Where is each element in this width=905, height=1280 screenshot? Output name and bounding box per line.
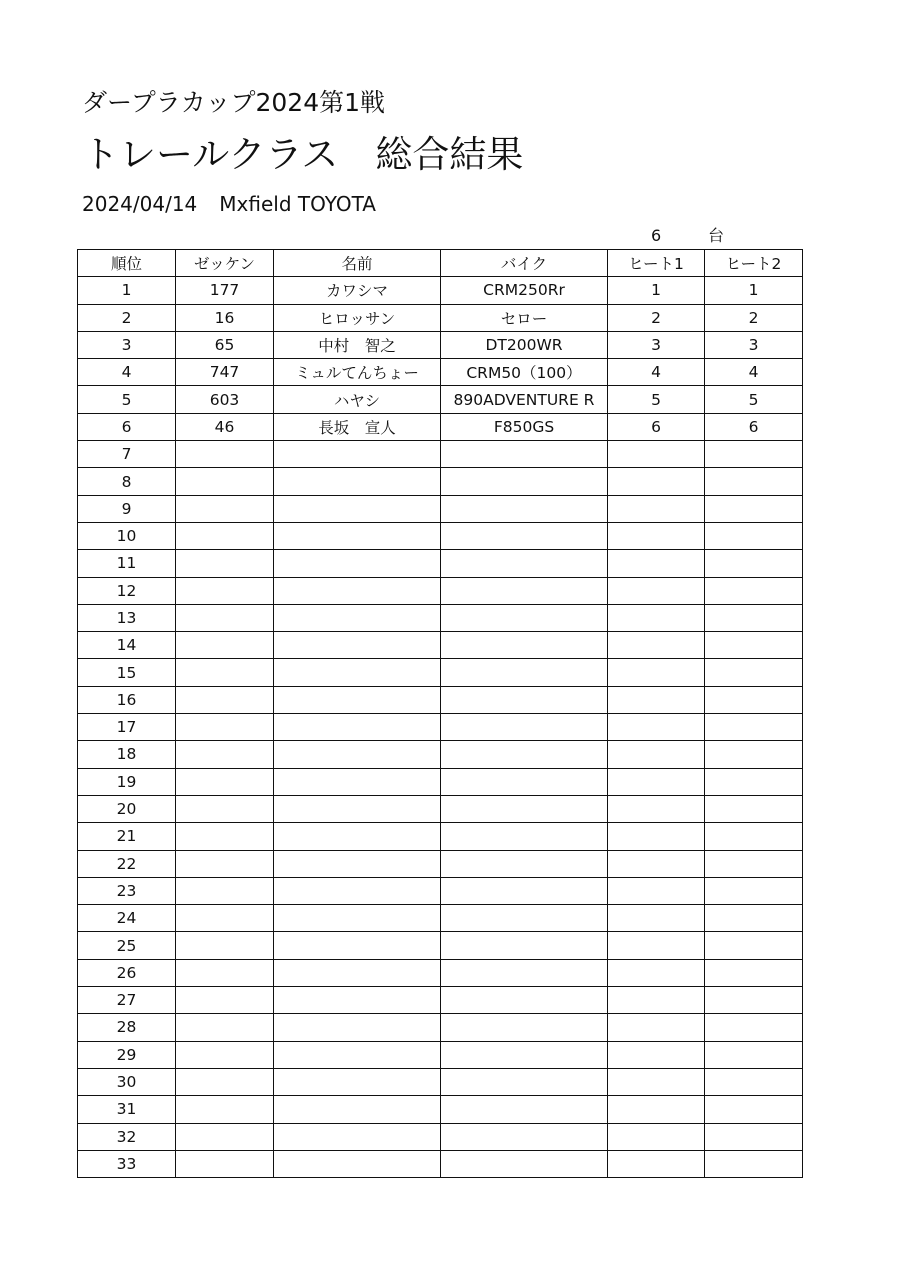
column-header-rank: 順位	[78, 250, 176, 277]
heat1-cell	[608, 1014, 705, 1041]
name-cell	[274, 1123, 441, 1150]
heat2-cell	[705, 1150, 803, 1177]
bike-cell	[441, 959, 608, 986]
number-cell	[176, 1150, 274, 1177]
table-row	[78, 331, 803, 358]
name-cell	[274, 1041, 441, 1068]
bike-cell: 890ADVENTURE R	[441, 386, 608, 413]
table-row	[78, 795, 803, 822]
table-row	[78, 359, 803, 386]
table-row	[78, 522, 803, 549]
table-row	[78, 386, 803, 413]
bike-cell	[441, 577, 608, 604]
number-cell	[176, 823, 274, 850]
heat2-cell	[705, 1041, 803, 1068]
rank-cell: 14	[78, 632, 176, 659]
rank-cell: 1	[78, 277, 176, 304]
heat1-cell	[608, 441, 705, 468]
rank-cell: 31	[78, 1096, 176, 1123]
heat2-cell	[705, 959, 803, 986]
heat1-cell	[608, 522, 705, 549]
bike-cell	[441, 1123, 608, 1150]
name-cell	[274, 577, 441, 604]
name-cell	[274, 632, 441, 659]
name-cell	[274, 768, 441, 795]
name-cell	[274, 932, 441, 959]
heat1-cell	[608, 987, 705, 1014]
heat2-cell	[705, 686, 803, 713]
rank-cell: 17	[78, 714, 176, 741]
heat1-cell	[608, 823, 705, 850]
rank-cell: 2	[78, 304, 176, 331]
number-cell	[176, 877, 274, 904]
heat2-cell: 5	[705, 386, 803, 413]
table-row	[78, 1068, 803, 1095]
column-header-number: ゼッケン	[176, 250, 274, 277]
rank-cell: 21	[78, 823, 176, 850]
bike-cell: CRM50（100）	[441, 359, 608, 386]
heat1-cell	[608, 659, 705, 686]
bike-cell	[441, 877, 608, 904]
heat2-cell: 6	[705, 413, 803, 440]
rank-cell: 9	[78, 495, 176, 522]
heat2-cell	[705, 1096, 803, 1123]
number-cell	[176, 577, 274, 604]
heat2-cell	[705, 1068, 803, 1095]
bike-cell	[441, 850, 608, 877]
heat2-cell: 4	[705, 359, 803, 386]
bike-cell	[441, 632, 608, 659]
heat1-cell	[608, 932, 705, 959]
number-cell	[176, 468, 274, 495]
name-cell	[274, 1014, 441, 1041]
heat2-cell	[705, 823, 803, 850]
table-row	[78, 277, 803, 304]
name-cell: 中村 智之	[274, 331, 441, 358]
name-cell: カワシマ	[274, 277, 441, 304]
heat1-cell	[608, 905, 705, 932]
bike-cell	[441, 441, 608, 468]
bike-cell	[441, 987, 608, 1014]
rank-cell: 20	[78, 795, 176, 822]
table-row	[78, 823, 803, 850]
number-cell	[176, 850, 274, 877]
table-row	[78, 932, 803, 959]
rank-cell: 13	[78, 604, 176, 631]
heat1-cell	[608, 768, 705, 795]
bike-cell	[441, 604, 608, 631]
heat1-cell	[608, 1096, 705, 1123]
heat1-cell: 5	[608, 386, 705, 413]
heat2-cell	[705, 932, 803, 959]
number-cell	[176, 632, 274, 659]
heat1-cell	[608, 468, 705, 495]
name-cell: 長坂 宣人	[274, 413, 441, 440]
bike-cell	[441, 932, 608, 959]
number-cell	[176, 905, 274, 932]
bike-cell	[441, 1150, 608, 1177]
number-cell	[176, 1068, 274, 1095]
bike-cell	[441, 714, 608, 741]
name-cell	[274, 795, 441, 822]
bike-cell	[441, 823, 608, 850]
number-cell	[176, 686, 274, 713]
name-cell	[274, 604, 441, 631]
rank-cell: 7	[78, 441, 176, 468]
number-cell	[176, 495, 274, 522]
heat1-cell	[608, 1150, 705, 1177]
rank-cell: 23	[78, 877, 176, 904]
table-row	[78, 850, 803, 877]
heat1-cell: 2	[608, 304, 705, 331]
table-row	[78, 768, 803, 795]
number-cell	[176, 1123, 274, 1150]
table-row	[78, 495, 803, 522]
heat1-cell	[608, 604, 705, 631]
name-cell	[274, 905, 441, 932]
heat2-cell	[705, 987, 803, 1014]
column-header-name: 名前	[274, 250, 441, 277]
event-info-line	[82, 190, 376, 218]
name-cell	[274, 686, 441, 713]
results-title: トレールクラス 総合結果	[82, 133, 524, 176]
heat1-cell	[608, 1123, 705, 1150]
name-cell	[274, 850, 441, 877]
table-row	[78, 1096, 803, 1123]
heat1-cell: 4	[608, 359, 705, 386]
heat1-cell: 1	[608, 277, 705, 304]
heat2-cell: 3	[705, 331, 803, 358]
number-cell	[176, 441, 274, 468]
bike-cell: DT200WR	[441, 331, 608, 358]
heat1-cell	[608, 1068, 705, 1095]
name-cell: ミュルてんちょー	[274, 359, 441, 386]
bike-cell	[441, 659, 608, 686]
heat2-cell	[705, 768, 803, 795]
rank-cell: 16	[78, 686, 176, 713]
bike-cell	[441, 1041, 608, 1068]
name-cell	[274, 522, 441, 549]
results-table	[77, 249, 803, 1178]
number-cell	[176, 1096, 274, 1123]
heat1-cell	[608, 686, 705, 713]
rank-cell: 11	[78, 550, 176, 577]
number-cell	[176, 714, 274, 741]
heat2-cell: 1	[705, 277, 803, 304]
rank-cell: 32	[78, 1123, 176, 1150]
entry-count-unit: 台	[708, 226, 725, 245]
table-row	[78, 441, 803, 468]
heat2-cell	[705, 877, 803, 904]
number-cell	[176, 768, 274, 795]
bike-cell	[441, 1096, 608, 1123]
table-row	[78, 1123, 803, 1150]
name-cell	[274, 550, 441, 577]
heat1-cell	[608, 550, 705, 577]
number-cell	[176, 795, 274, 822]
entry-count: 6	[651, 226, 662, 245]
heat1-cell: 6	[608, 413, 705, 440]
table-row	[78, 905, 803, 932]
name-cell	[274, 959, 441, 986]
heat1-cell	[608, 632, 705, 659]
heat2-cell	[705, 468, 803, 495]
rank-cell: 8	[78, 468, 176, 495]
table-row	[78, 604, 803, 631]
table-row	[78, 659, 803, 686]
number-cell	[176, 932, 274, 959]
table-row	[78, 741, 803, 768]
table-row	[78, 632, 803, 659]
table-row	[78, 959, 803, 986]
bike-cell	[441, 550, 608, 577]
number-cell	[176, 987, 274, 1014]
rank-cell: 6	[78, 413, 176, 440]
number-cell: 16	[176, 304, 274, 331]
name-cell	[274, 987, 441, 1014]
heat1-cell: 3	[608, 331, 705, 358]
heat2-cell	[705, 495, 803, 522]
rank-cell: 30	[78, 1068, 176, 1095]
rank-cell: 12	[78, 577, 176, 604]
heat2-cell	[705, 604, 803, 631]
heat2-cell	[705, 632, 803, 659]
bike-cell	[441, 741, 608, 768]
name-cell	[274, 741, 441, 768]
rank-cell: 22	[78, 850, 176, 877]
heat2-cell	[705, 795, 803, 822]
number-cell: 603	[176, 386, 274, 413]
heat2-cell	[705, 714, 803, 741]
heat1-cell	[608, 795, 705, 822]
rank-cell: 29	[78, 1041, 176, 1068]
heat1-cell	[608, 714, 705, 741]
name-cell	[274, 1068, 441, 1095]
table-row	[78, 714, 803, 741]
name-cell: ハヤシ	[274, 386, 441, 413]
heat2-cell: 2	[705, 304, 803, 331]
event-name: ダープラカップ2024第1戦	[82, 88, 386, 117]
heat1-cell	[608, 577, 705, 604]
rank-cell: 18	[78, 741, 176, 768]
table-row	[78, 987, 803, 1014]
event-date: 2024/04/14	[82, 192, 198, 216]
table-row	[78, 1041, 803, 1068]
bike-cell	[441, 768, 608, 795]
rank-cell: 25	[78, 932, 176, 959]
number-cell: 65	[176, 331, 274, 358]
rank-cell: 27	[78, 987, 176, 1014]
bike-cell	[441, 1014, 608, 1041]
heat1-cell	[608, 1041, 705, 1068]
table-row	[78, 577, 803, 604]
heat2-cell	[705, 905, 803, 932]
bike-cell	[441, 1068, 608, 1095]
table-row	[78, 1014, 803, 1041]
table-row	[78, 877, 803, 904]
rank-cell: 5	[78, 386, 176, 413]
rank-cell: 19	[78, 768, 176, 795]
heat1-cell	[608, 850, 705, 877]
table-row	[78, 304, 803, 331]
name-cell: ヒロッサン	[274, 304, 441, 331]
rank-cell: 10	[78, 522, 176, 549]
event-venue: Mxfield TOYOTA	[219, 192, 376, 216]
name-cell	[274, 468, 441, 495]
heat1-cell	[608, 959, 705, 986]
table-header-row	[78, 250, 803, 277]
number-cell	[176, 741, 274, 768]
table-row	[78, 468, 803, 495]
heat2-cell	[705, 441, 803, 468]
number-cell: 46	[176, 413, 274, 440]
name-cell	[274, 714, 441, 741]
rank-cell: 3	[78, 331, 176, 358]
number-cell: 177	[176, 277, 274, 304]
name-cell	[274, 1096, 441, 1123]
bike-cell: CRM250Rr	[441, 277, 608, 304]
rank-cell: 4	[78, 359, 176, 386]
heat1-cell	[608, 877, 705, 904]
bike-cell: セロー	[441, 304, 608, 331]
name-cell	[274, 495, 441, 522]
column-header-heat1: ヒート1	[608, 250, 705, 277]
heat2-cell	[705, 522, 803, 549]
heat1-cell	[608, 741, 705, 768]
name-cell	[274, 823, 441, 850]
number-cell	[176, 550, 274, 577]
bike-cell: F850GS	[441, 413, 608, 440]
heat2-cell	[705, 1014, 803, 1041]
table-row	[78, 1150, 803, 1177]
bike-cell	[441, 905, 608, 932]
number-cell	[176, 604, 274, 631]
rank-cell: 28	[78, 1014, 176, 1041]
table-row	[78, 550, 803, 577]
heat2-cell	[705, 1123, 803, 1150]
heat2-cell	[705, 659, 803, 686]
rank-cell: 15	[78, 659, 176, 686]
bike-cell	[441, 468, 608, 495]
table-row	[78, 413, 803, 440]
bike-cell	[441, 522, 608, 549]
name-cell	[274, 877, 441, 904]
bike-cell	[441, 495, 608, 522]
name-cell	[274, 441, 441, 468]
heat2-cell	[705, 741, 803, 768]
heat2-cell	[705, 850, 803, 877]
table-row	[78, 686, 803, 713]
rank-cell: 24	[78, 905, 176, 932]
number-cell	[176, 522, 274, 549]
number-cell	[176, 1041, 274, 1068]
rank-cell: 26	[78, 959, 176, 986]
bike-cell	[441, 795, 608, 822]
heat2-cell	[705, 577, 803, 604]
bike-cell	[441, 686, 608, 713]
number-cell	[176, 659, 274, 686]
heat2-cell	[705, 550, 803, 577]
column-header-heat2: ヒート2	[705, 250, 803, 277]
name-cell	[274, 659, 441, 686]
number-cell: 747	[176, 359, 274, 386]
results-body	[78, 277, 803, 1178]
number-cell	[176, 1014, 274, 1041]
rank-cell: 33	[78, 1150, 176, 1177]
column-header-bike: バイク	[441, 250, 608, 277]
name-cell	[274, 1150, 441, 1177]
number-cell	[176, 959, 274, 986]
heat1-cell	[608, 495, 705, 522]
